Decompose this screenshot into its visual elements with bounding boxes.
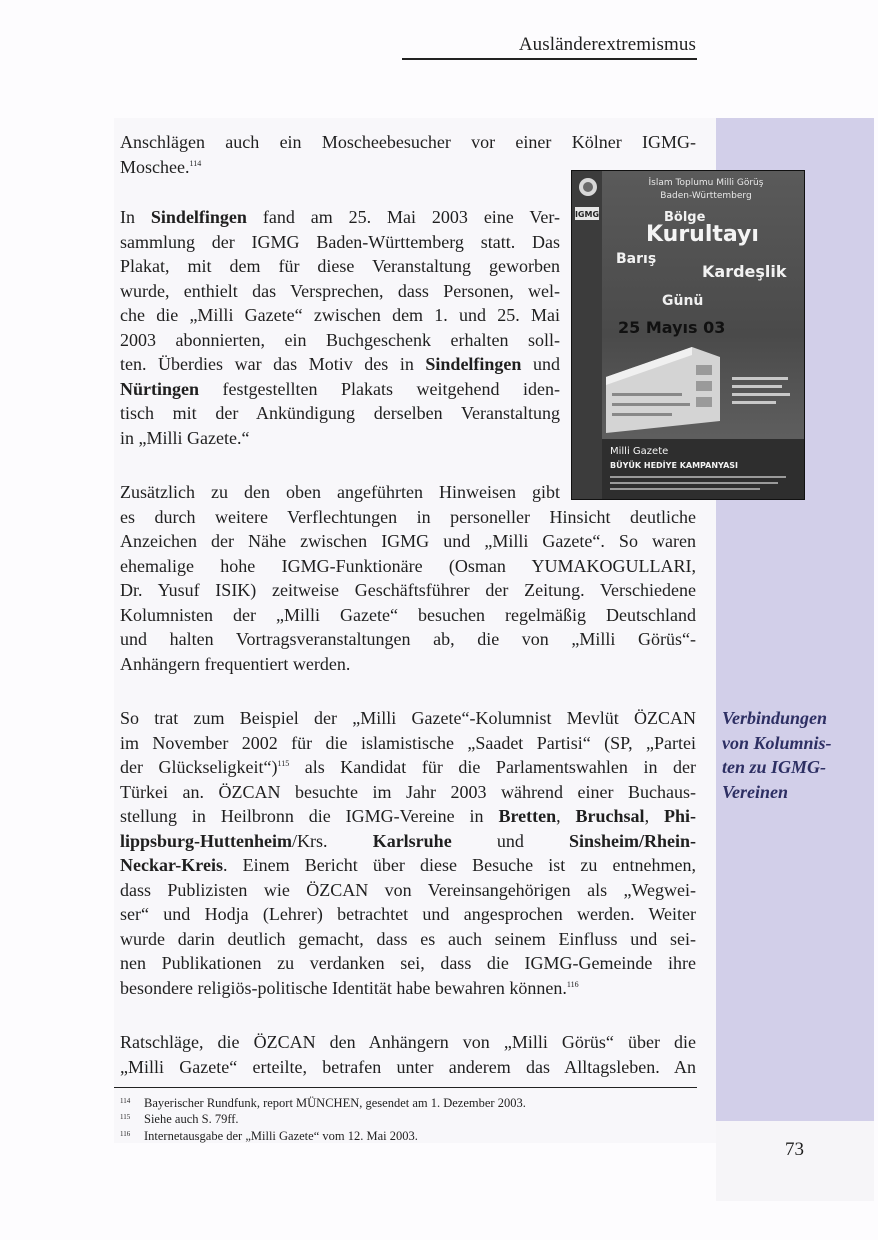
text-line: der Glückseligkeit“)$^{115}$ als Kandidat für die Parlamentswahlen in der	[120, 757, 696, 778]
emphasis-place: Sindelfingen	[425, 354, 522, 375]
footnote-ref: 116	[566, 980, 579, 990]
emphasis-place: Sinsheim/Rhein-	[568, 830, 697, 851]
text-line: Nürtingen festgestellten Plakats weitgehend iden-	[120, 378, 560, 399]
poster-logo: IGMG	[574, 210, 600, 219]
footnote-number: 115	[120, 1113, 131, 1122]
text-line: So trat zum Beispiel der „Milli Gazete“-Kolumnist Mevlüt ÖZCAN	[120, 708, 696, 728]
emphasis-place: Neckar-Kreis	[120, 855, 223, 876]
poster-text: Barış	[616, 251, 657, 267]
margin-note-line: ten zu IGMG-	[722, 757, 827, 777]
text-line: Kolumnisten der „Milli Gazete“ besuchen regelmäßig Deutschland	[120, 604, 696, 625]
emphasis-place: Karlsruhe	[372, 830, 452, 851]
text-line: stellung in Heilbronn die IGMG-Vereine in Bretten, Bruchsal, Phi-	[120, 806, 696, 827]
text-line: Anhängern frequentiert werden.	[120, 653, 351, 674]
text-line: lippsburg-Huttenheim/Krs. Karlsruhe und Sinsheim/Rhein-	[120, 830, 697, 851]
footnote-text: Internetausgabe der „Milli Gazete“ vom 12. Mai 2003.	[144, 1128, 418, 1143]
footnotes	[120, 1093, 700, 1142]
footnote-text: Siehe auch S. 79ff.	[144, 1112, 239, 1127]
text-line: Türkei an. ÖZCAN besuchte im Jahr 2003 während einer Buchaus-	[120, 781, 696, 802]
footnote-number: 114	[120, 1097, 131, 1105]
text-line: Ratschläge, die ÖZCAN den Anhängern von „Milli Görüs“ über die	[120, 1032, 696, 1052]
text-line: wurde, enthielt das Versprechen, dass Personen, wel-	[120, 280, 560, 301]
text-line: Anzeichen der Nähe zwischen IGMG und „Milli Gazete“. So waren	[120, 531, 696, 552]
text-line: Dr. Yusuf ISIK) zeitweise Geschäftsführer der Zeitung. Verschiedene	[120, 580, 696, 601]
text-line: Plakat, mit dem für diese Veranstaltung geworben	[120, 256, 560, 277]
poster-text: Bölge	[664, 210, 706, 225]
margin-note-line: Verbindungen	[722, 708, 828, 728]
emphasis-place: Bruchsal	[575, 806, 645, 827]
header-rule	[402, 58, 697, 60]
paragraph-5	[120, 1030, 696, 1079]
emphasis-place: Bretten	[498, 806, 557, 827]
poster-image	[571, 170, 805, 500]
poster-date: 25 Mayıs 03	[618, 318, 726, 337]
footnote-number: 116	[120, 1129, 131, 1138]
text-line: „Milli Gazete“ erteilte, betrafen unter anderem das Alltagsleben. An	[120, 1056, 696, 1077]
footnote-ref: 114	[189, 158, 202, 168]
text-line: 2003 abonnierten, ein Buchgeschenk erhalten soll-	[120, 329, 560, 350]
emphasis-place: Nürtingen	[120, 378, 200, 399]
text-line: Zusätzlich zu den oben angeführten Hinweisen gibt	[120, 482, 560, 502]
footnote-rule	[114, 1087, 697, 1088]
footnote	[120, 1093, 700, 1109]
footnote-text: Bayerischer Rundfunk, report MÜNCHEN, gesendet am 1. Dezember 2003.	[144, 1096, 526, 1110]
text-line: besondere religiös-politische Identität habe bewahren können.$^{116}$	[120, 978, 579, 999]
text-line: Neckar-Kreis. Einem Bericht über diese Besuche ist zu entnehmen,	[120, 855, 696, 876]
poster-graphic	[572, 171, 804, 499]
text-line: ser“ und Hodja (Lehrer) betrachtet und angesprochen werden. Weiter	[120, 904, 696, 925]
text-line: im November 2002 für die islamistische „Saadet Partisi“ (SP, „Partei	[120, 732, 696, 753]
paragraph-3	[120, 480, 696, 676]
margin-note-line: Vereinen	[722, 781, 789, 802]
running-head: Ausländerextremismus	[518, 34, 696, 55]
text-line: ehemalige hohe IGMG-Funktionäre (Osman YUMAKOGULLARI,	[120, 555, 696, 576]
poster-text: BÜYÜK HEDİYE KAMPANYASI	[610, 461, 739, 470]
text-line: che die „Milli Gazete“ zwischen dem 1. und 25. Mai	[120, 305, 560, 326]
text-line: wurde darin deutlich gemacht, dass es auch seinem Einfluss und sei-	[120, 928, 696, 949]
text-line: es durch weitere Verflechtungen in personeller Hinsicht deutliche	[120, 506, 696, 527]
poster-text: İslam Toplumu Milli Görüş	[648, 178, 764, 188]
text-line: ten. Überdies war das Motiv des in Sindelfingen und	[120, 354, 561, 375]
text-line: und halten Vortragsveranstaltungen ab, die von „Milli Görüs“-	[120, 629, 696, 650]
poster-text: Günü	[662, 293, 704, 309]
emphasis-place: Sindelfingen	[150, 207, 247, 227]
text-line: In Sindelfingen fand am 25. Mai 2003 eine Ver-	[120, 207, 560, 227]
text-line: Moschee.$^{114}$	[120, 156, 202, 177]
text-line: nen Publikationen zu verdanken sei, dass die IGMG-Gemeinde ihre	[120, 953, 696, 974]
paragraph-2	[120, 205, 560, 450]
emphasis-place: lippsburg-Huttenheim	[120, 830, 293, 851]
poster-text: Kurultayı	[646, 222, 759, 247]
footnote-ref: 115	[277, 759, 290, 769]
text-line: in „Milli Gazete.“	[120, 427, 250, 448]
footnote	[120, 1126, 700, 1142]
page-number: 73	[785, 1139, 804, 1160]
paragraph-4	[120, 706, 696, 1001]
poster-text: Milli Gazete	[610, 446, 669, 457]
text-line: dass Publizisten wie ÖZCAN von Vereinsangehörigen als „Wegwei-	[120, 879, 696, 900]
footnote	[120, 1109, 700, 1125]
margin-note-line: von Kolumnis-	[722, 732, 832, 753]
text-line: Anschlägen auch ein Moscheebesucher vor einer Kölner IGMG-	[120, 132, 696, 152]
text-line: tisch mit der Ankündigung derselben Veranstaltung	[120, 403, 560, 424]
emphasis-place: Phi-	[663, 806, 696, 827]
poster-text: Kardeşlik	[702, 262, 787, 281]
poster-text: Baden-Württemberg	[660, 191, 752, 201]
margin-note	[722, 706, 872, 804]
text-line: sammlung der IGMG Baden-Württemberg statt. Das	[120, 231, 560, 252]
